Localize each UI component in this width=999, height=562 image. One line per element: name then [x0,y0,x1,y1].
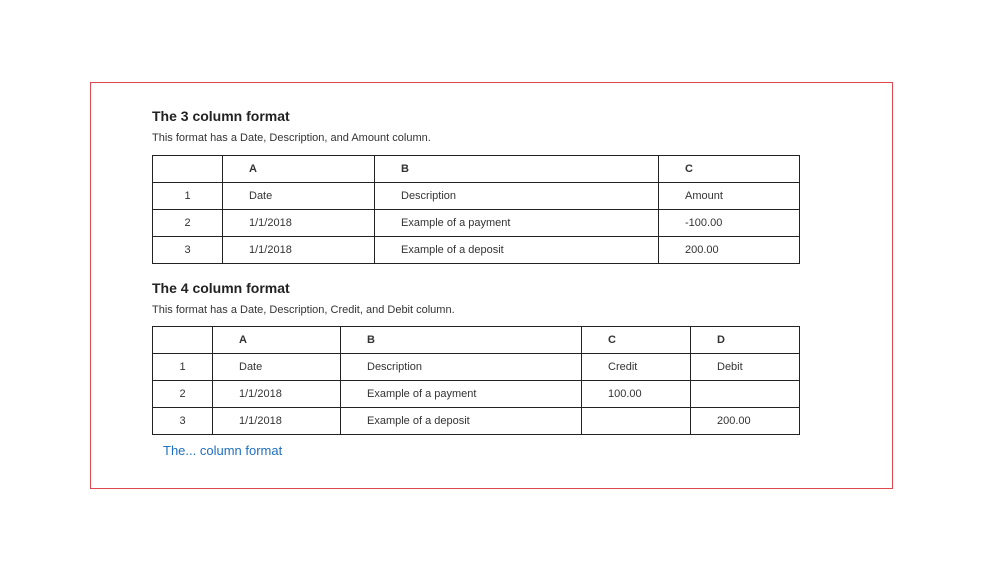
table-cell: 1/1/2018 [213,408,341,435]
table-row [153,183,800,210]
header-cell: B [341,327,582,354]
cut-off-section-link[interactable] [163,443,283,458]
table-cell: Debit [691,354,800,381]
table-cell: -100.00 [659,210,800,237]
header-cell [153,327,213,354]
table-row [153,210,800,237]
table-row [153,354,800,381]
header-cell [153,156,223,183]
cut-off-section-link-text: The... column format [163,443,283,458]
section-title-4-column: The 4 column format [152,280,290,296]
row-number-cell: 1 [153,354,213,381]
header-cell: A [223,156,375,183]
table-cell [582,408,691,435]
row-number-cell: 3 [153,237,223,264]
table-4-column [152,326,800,435]
table-cell: 200.00 [659,237,800,264]
section-title-3-column: The 3 column format [152,108,290,124]
table-cell: Description [341,354,582,381]
table-cell: Example of a payment [375,210,659,237]
table-cell: Date [223,183,375,210]
table-row [153,408,800,435]
header-cell: A [213,327,341,354]
table-cell: Example of a deposit [341,408,582,435]
table-cell: Credit [582,354,691,381]
table-cell: 1/1/2018 [223,210,375,237]
header-cell: C [582,327,691,354]
header-cell: D [691,327,800,354]
table-row [153,237,800,264]
content-frame [90,82,893,489]
row-number-cell: 2 [153,381,213,408]
row-number-cell: 2 [153,210,223,237]
table-cell: Example of a deposit [375,237,659,264]
table-cell [691,381,800,408]
section-description-3-column: This format has a Date, Description, and Amount column. [152,132,431,144]
table-header-row [153,327,800,354]
table-cell: 1/1/2018 [223,237,375,264]
table-cell: Example of a payment [341,381,582,408]
table-header-row [153,156,800,183]
table-cell: 200.00 [691,408,800,435]
header-cell: C [659,156,800,183]
table-row [153,381,800,408]
table-cell: 1/1/2018 [213,381,341,408]
row-number-cell: 1 [153,183,223,210]
header-cell: B [375,156,659,183]
table-cell: Description [375,183,659,210]
table-cell: Amount [659,183,800,210]
table-3-column [152,155,800,264]
section-description-4-column: This format has a Date, Description, Credit, and Debit column. [152,304,455,316]
row-number-cell: 3 [153,408,213,435]
table-cell: Date [213,354,341,381]
table-cell: 100.00 [582,381,691,408]
